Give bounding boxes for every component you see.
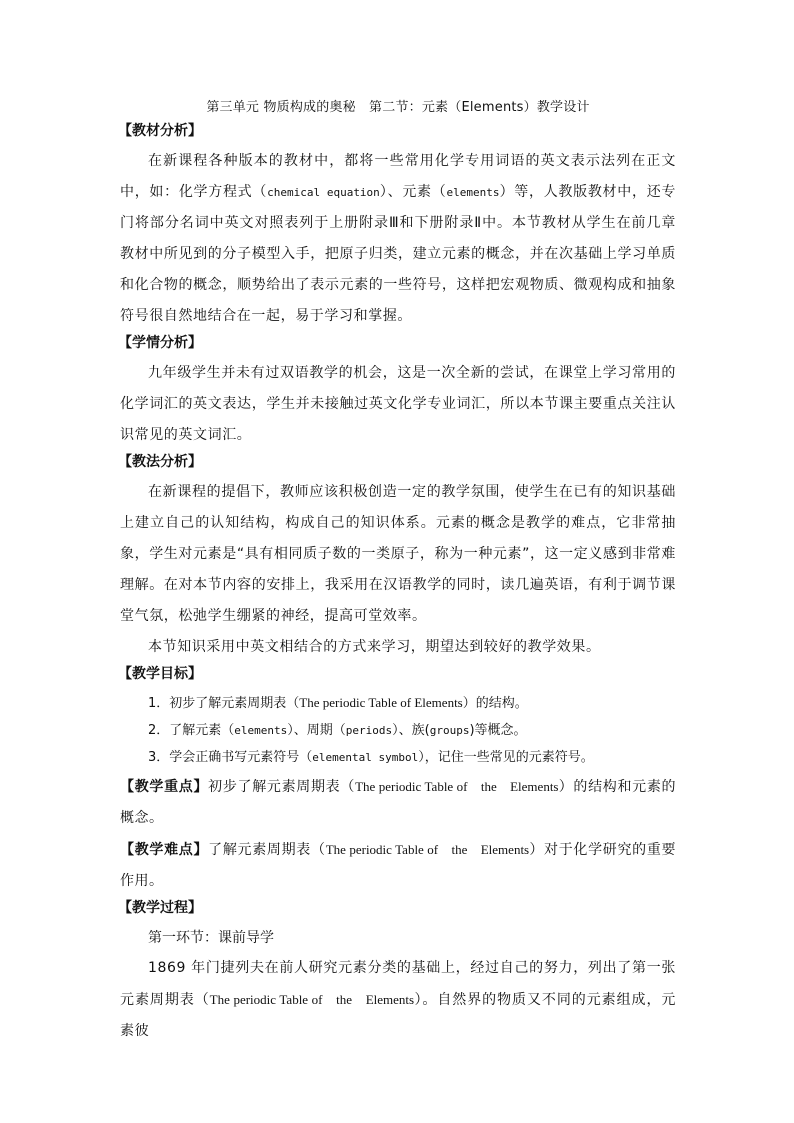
goal-item: 3．学会正确书写元素符号（elemental symbol），记住一些常见的元素符号。 (148, 750, 594, 765)
paragraph: 在新课程的提倡下，教师应该积极创造一定的教学氛围，使学生在已有的知识基础上建立自己的认知结构，构成自己的知识体系。元素的概念是教学的难点，它非常抽象，学生对元素是“具有相同质子数的一类原子，称为一种元素”，这一定义感到非常难理解。在对本节内容的安排上，我采用在汉语教学的同时，读几遍英语，有利于调节课堂气氛，松弛学生绷紧的神经，提高可堂效率。 (120, 484, 676, 624)
section-heading: 【教材分析】 (118, 123, 202, 139)
section-textbook-analysis (120, 120, 676, 332)
section-student-analysis (120, 332, 676, 451)
document-title: 第三单元 物质构成的奥秘 第二节：元素（Elements）教学设计 (206, 100, 590, 115)
section-heading: 【教学难点】 (120, 842, 209, 858)
section-teaching-process (120, 897, 676, 1047)
section-heading: 【教学目标】 (118, 666, 202, 682)
section-heading: 【学情分析】 (118, 335, 202, 351)
goal-item: 2．了解元素（elements）、周期（periods）、族(groups)等概念。 (148, 723, 527, 738)
section-heading: 【教法分析】 (118, 454, 202, 470)
section-teaching-goals (120, 663, 676, 771)
paragraph: 九年级学生并未有过双语教学的机会，这是一次全新的尝试，在课堂上学习常用的化学词汇的英文表达，学生并未接触过英文化学专业词汇，所以本节课主要重点关注认识常见的英文词汇。 (120, 365, 676, 443)
section-heading: 【教学过程】 (118, 900, 202, 916)
paragraph: 本节知识采用中英文相结合的方式来学习，期望达到较好的教学效果。 (148, 639, 601, 655)
goal-item: 1．初步了解元素周期表（The periodic Table of Elements）的结构。 (148, 695, 528, 711)
paragraph: 在新课程各种版本的教材中，都将一些常用化学专用词语的英文表示法列在正文中，如：化学方程式（chemical equation）、元素（elements）等，人教版教材中，还专门将部分名词中英文对照表列于上册附录Ⅲ和下册附录Ⅱ中。本节教材从学生在前几章教材中所见到的分子模型入手，把原子归类，建立元素的概念，并在次基础上学习单质和化合物的概念，顺势给出了表示元素的一些符号，这样把宏观物质、微观构成和抽象符号很自然地结合在一起，易于学习和掌握。 (120, 153, 677, 324)
difficulty-paragraph: 【教学难点】了解元素周期表（The periodic Table of the Elements）对于化学研究的重要作用。 (120, 842, 677, 889)
paragraph: 1869 年门捷列夫在前人研究元素分类的基础上，经过自己的努力，列出了第一张元素周期表（The periodic Table of the Elements）。自然界的物质又不同的元素组成，元素彼 (120, 960, 676, 1039)
document-page (120, 100, 676, 1047)
step-title: 第一环节：课前导学 (148, 930, 274, 946)
section-heading: 【教学重点】 (120, 779, 209, 795)
section-method-analysis (120, 451, 676, 663)
section-key-point (120, 771, 676, 834)
key-point-paragraph: 【教学重点】初步了解元素周期表（The periodic Table of the Elements）的结构和元素的概念。 (120, 779, 677, 826)
section-difficulty (120, 834, 676, 897)
